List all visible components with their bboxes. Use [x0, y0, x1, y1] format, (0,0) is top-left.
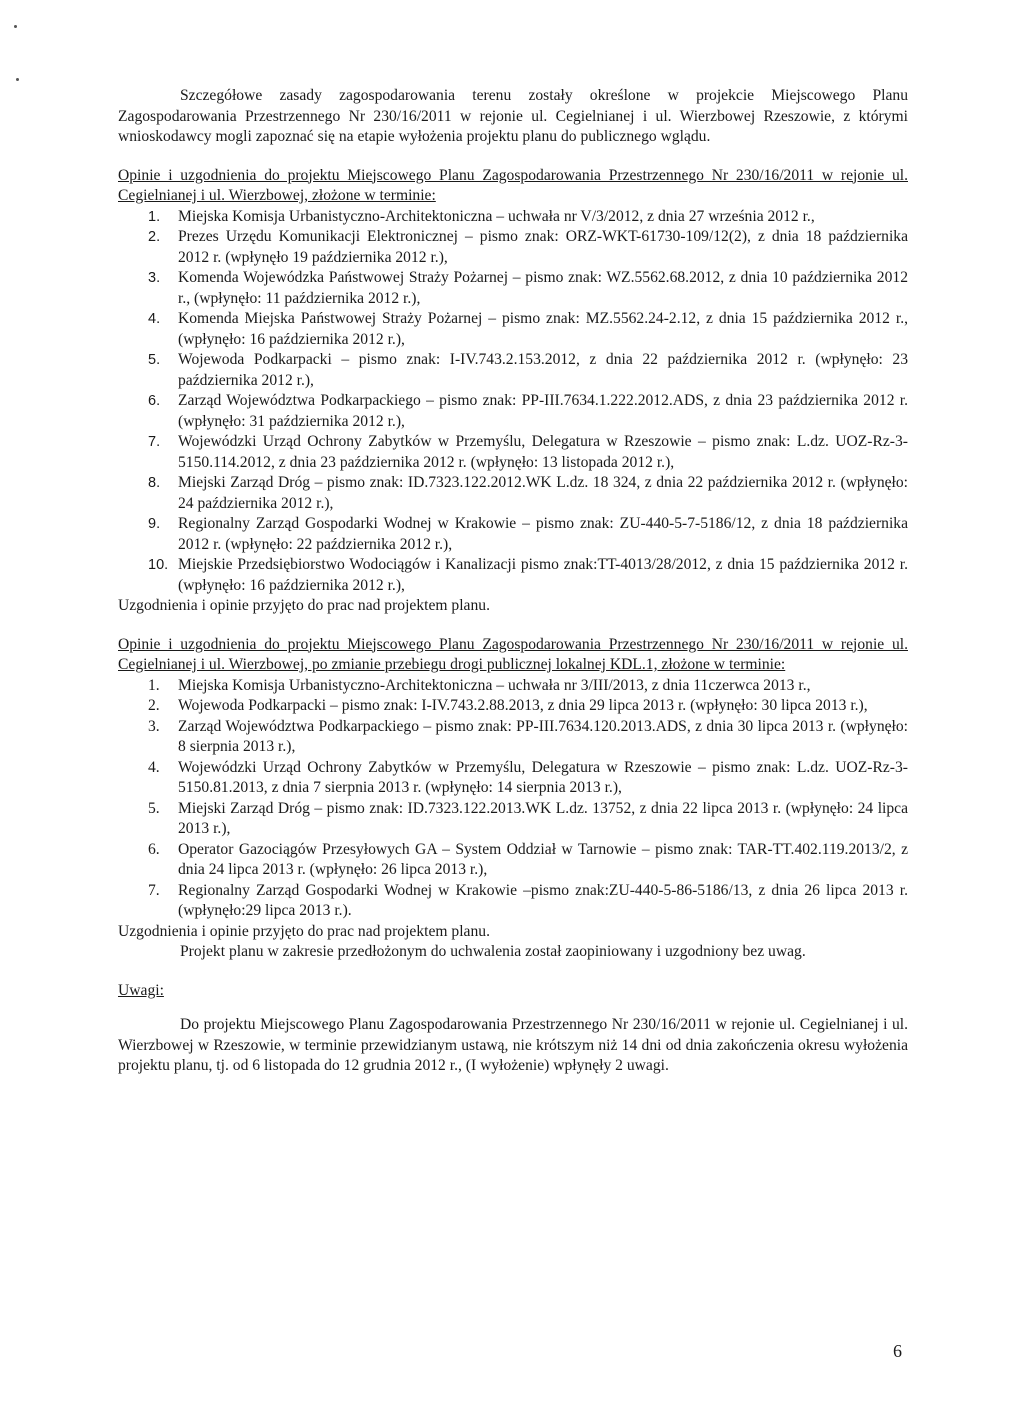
remarks-paragraph: Do projektu Miejscowego Planu Zagospodarowania Przestrzennego Nr 230/16/2011 w rejonie ul. Cegielnianej i ul. Wierzbowej w Rzeszowie, w terminie przewidzianym ustawą, nie krótszym niż 14 dni od dnia zakończenia okresu wyłożenia projektu planu, tj. od 6 listopada do 12 grudnia 2012 r., (I wyłożenie) wpłynęły 2 uwagi.: [118, 1016, 908, 1074]
section1-list: [118, 207, 908, 597]
section2-closing: Uzgodnienia i opinie przyjęto do prac nad projektem planu.: [118, 922, 490, 940]
list-item: 10. Miejskie Przedsiębiorstwo Wodociągów i Kanalizacji pismo znak:TT-4013/28/2012, z dnia 15 października 2012 r. (wpłynęło: 16 października 2012 r.),: [148, 556, 908, 594]
page-number: 6: [893, 1341, 902, 1361]
list-item: 5. Miejski Zarząd Dróg – pismo znak: ID.7323.122.2013.WK L.dz. 13752, z dnia 22 lipca 2013 r. (wpłynęło: 24 lipca 2013 r.),: [148, 799, 908, 837]
list-item: 9. Regionalny Zarząd Gospodarki Wodnej w Krakowie – pismo znak: ZU-440-5-7-5186/12, z dnia 18 października 2012 r. (wpłynęło: 22 października 2012 r.),: [148, 515, 908, 553]
section1-closing: Uzgodnienia i opinie przyjęto do prac nad projektem planu.: [118, 597, 490, 614]
list-item: 4. Komenda Miejska Państwowej Straży Pożarnej – pismo znak: MZ.5562.24-2.12, z dnia 15 października 2012 r., (wpłynęło: 16 października 2012 r.),: [148, 310, 908, 348]
list-item: 7. Wojewódzki Urząd Ochrony Zabytków w Przemyślu, Delegatura w Rzeszowie – pismo znak: L.dz. UOZ-Rz-3-5150.114.2012, z dnia 23 października 2012 r. (wpłynęło: 13 listopada 2012 r.),: [148, 433, 908, 471]
scan-speck: [16, 78, 19, 81]
list-item: 2. Wojewoda Podkarpacki – pismo znak: I-IV.743.2.88.2013, z dnia 29 lipca 2013 r. (wpłynęło: 30 lipca 2013 r.),: [148, 697, 868, 714]
list-item: 1. Miejska Komisja Urbanistyczno-Architektoniczna – uchwała nr V/3/2012, z dnia 27 września 2012 r.,: [148, 207, 815, 225]
section2-note: Projekt planu w zakresie przedłożonym do uchwalenia został zaopiniowany i uzgodniony bez uwag.: [180, 943, 806, 960]
document-page: [118, 86, 908, 1077]
list-item: 3. Zarząd Województwa Podkarpackiego – pismo znak: PP-III.7634.120.2013.ADS, z dnia 30 lipca 2013 r. (wpłynęło: 8 sierpnia 2013 r.),: [148, 717, 908, 755]
list-item: 2. Prezes Urzędu Komunikacji Elektronicznej – pismo znak: ORZ-WKT-61730-109/12(2), z dnia 18 października 2012 r. (wpłynęło 19 października 2012 r.),: [148, 228, 908, 266]
list-item: 6. Operator Gazociągów Przesyłowych GA – System Oddział w Tarnowie – pismo znak: TAR-TT.402.119.2013/2, z dnia 24 lipca 2013 r. (wpłynęło: 26 lipca 2013 r.),: [148, 840, 908, 878]
list-item: 5. Wojewoda Podkarpacki – pismo znak: I-IV.743.2.153.2012, z dnia 22 października 2012 r. (wpłynęło: 23 października 2012 r.),: [148, 351, 908, 389]
list-item: 3. Komenda Wojewódzka Państwowej Straży Pożarnej – pismo znak: WZ.5562.68.2012, z dnia 10 października 2012 r., (wpłynęło: 11 października 2012 r.),: [148, 269, 908, 307]
section1-heading: Opinie i uzgodnienia do projektu Miejscowego Planu Zagospodarowania Przestrzennego Nr 230/16/2011 w rejonie ul. Cegielnianej i ul. Wierzbowej, złożone w terminie:: [118, 166, 908, 204]
intro-paragraph: Szczegółowe zasady zagospodarowania terenu zostały określone w projekcie Miejscowego Planu Zagospodarowania Przestrzennego Nr 230/16/2011 w rejonie ul. Cegielnianej i ul. Wierzbowej Rzeszowie, z którymi wnioskodawcy mogli zapoznać się na etapie wyłożenia projektu planu do publicznego wglądu.: [118, 87, 908, 145]
list-item: 6. Zarząd Województwa Podkarpackiego – pismo znak: PP-III.7634.1.222.2012.ADS, z dnia 23 października 2012 r. (wpłynęło: 31 października 2012 r.),: [148, 392, 908, 430]
remarks-heading: Uwagi:: [118, 981, 164, 999]
list-item: 1. Miejska Komisja Urbanistyczno-Architektoniczna – uchwała nr 3/III/2013, z dnia 11czerwca 2013 r.,: [148, 676, 811, 694]
list-item: 4. Wojewódzki Urząd Ochrony Zabytków w Przemyślu, Delegatura w Rzeszowie – pismo znak: L.dz. UOZ-Rz-3-5150.81.2013, z dnia 7 sierpnia 2013 r. (wpłynęło: 14 sierpnia 2013 r.),: [148, 758, 908, 796]
section2-list: [118, 676, 908, 922]
scan-speck: [14, 25, 17, 28]
section2-heading: Opinie i uzgodnienia do projektu Miejscowego Planu Zagospodarowania Przestrzennego Nr 230/16/2011 w rejonie ul. Cegielnianej i ul. Wierzbowej, po zmianie przebiegu drogi publicznej lokalnej KDL.1, złożone w terminie:: [118, 635, 908, 673]
list-item: 7. Regionalny Zarząd Gospodarki Wodnej w Krakowie –pismo znak:ZU-440-5-86-5186/13, z dnia 26 lipca 2013 r. (wpłynęło:29 lipca 2013 r.).: [148, 881, 908, 919]
list-item: 8. Miejski Zarząd Dróg – pismo znak: ID.7323.122.2012.WK L.dz. 18 324, z dnia 22 października 2012 r. (wpłynęło: 24 października 2012 r.),: [148, 474, 908, 512]
